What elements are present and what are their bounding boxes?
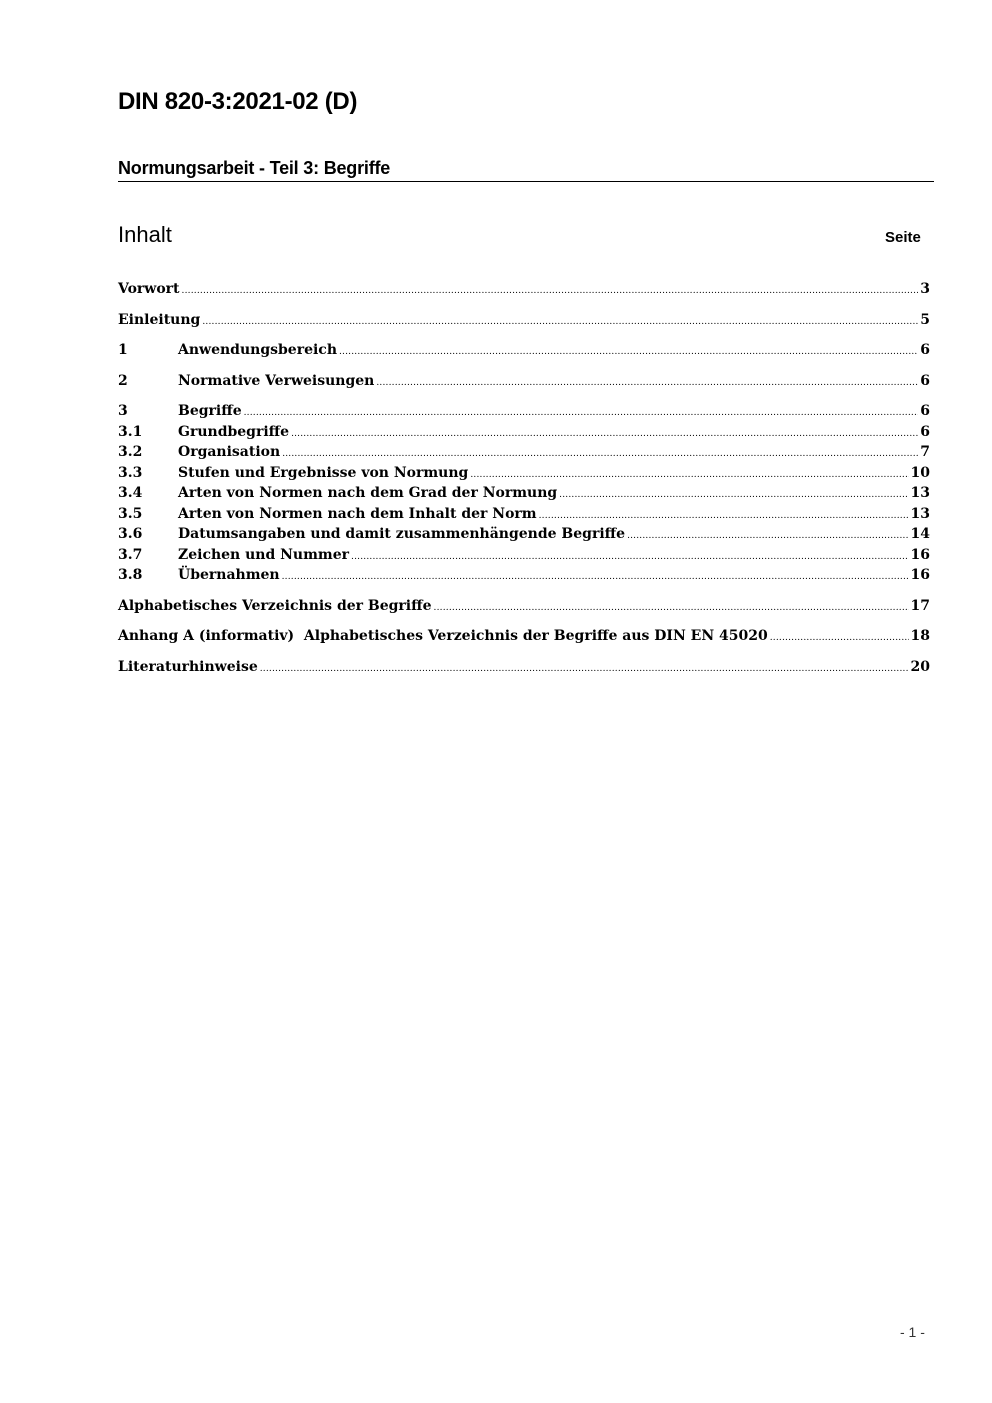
toc-leader-dots: [291, 422, 918, 445]
toc-entry-title: Zeichen und Nummer: [178, 546, 350, 563]
toc-leader-dots: [770, 626, 909, 649]
toc-entry-number: 3.3: [118, 464, 143, 481]
toc-entry-3-5[interactable]: [118, 504, 930, 525]
toc-leader-dots: [627, 524, 908, 547]
toc-entry-number: 3.2: [118, 444, 143, 460]
toc-entry-page: 10: [910, 464, 930, 481]
toc-entry-number: 3.8: [118, 567, 143, 583]
toc-leader-dots: [376, 371, 918, 394]
toc-entry-page: 6: [920, 423, 930, 440]
toc-entry-number: 3.7: [118, 546, 143, 563]
toc-entry-3-4[interactable]: [118, 483, 930, 504]
toc-entry-title: Literaturhinweise: [118, 658, 258, 675]
toc-entry-3-1[interactable]: [118, 422, 930, 443]
toc-entry-page: 6: [920, 342, 930, 358]
toc-leader-dots: [434, 596, 909, 619]
toc-entry-title: Anhang A (informativ) Alphabetisches Verzeichnis der Begriffe aus DIN EN 45020: [118, 628, 768, 644]
toc-entry-page: 20: [910, 658, 930, 675]
toc-entry-number: 3.6: [118, 526, 143, 542]
toc-entry-title: Einleitung: [118, 311, 201, 328]
toc-entry-page: 7: [920, 444, 930, 460]
toc-entry-1[interactable]: [118, 340, 930, 361]
toc-entry-2[interactable]: [118, 371, 930, 392]
toc-entry-number: 1: [118, 342, 128, 358]
toc-leader-dots: [470, 463, 908, 486]
toc-entry-number: 3.4: [118, 485, 143, 501]
toc-leader-dots: [244, 401, 919, 424]
toc-entry-page: 3: [920, 281, 930, 297]
toc-entry-title: Begriffe: [178, 403, 242, 419]
toc-entry-page: 18: [910, 628, 930, 644]
toc-leader-dots: [559, 483, 908, 506]
page-number: - 1 -: [900, 1324, 925, 1340]
table-of-contents: [118, 279, 930, 677]
toc-entry-einleitung[interactable]: [118, 310, 930, 331]
toc-entry-literaturhinweise[interactable]: [118, 657, 930, 678]
toc-entry-alphabetisches-verzeichnis[interactable]: [118, 596, 930, 617]
document-id: DIN 820-3:2021-02 (D): [118, 88, 358, 115]
toc-entry-3[interactable]: [118, 401, 930, 422]
toc-heading: Inhalt: [118, 222, 172, 247]
toc-leader-dots: [202, 310, 918, 333]
toc-leader-dots: [539, 504, 909, 527]
toc-entry-number: 3.1: [118, 423, 143, 440]
toc-entry-title: Übernahmen: [178, 567, 280, 583]
toc-entry-3-2[interactable]: [118, 442, 930, 463]
toc-entry-title: Organisation: [178, 444, 281, 460]
toc-entry-title: Arten von Normen nach dem Inhalt der Norm: [178, 505, 537, 522]
toc-entry-title: Normative Verweisungen: [178, 372, 375, 389]
toc-entry-title: Stufen und Ergebnisse von Normung: [178, 464, 469, 481]
toc-entry-title: Grundbegriffe: [178, 423, 290, 440]
toc-entry-3-6[interactable]: [118, 524, 930, 545]
toc-entry-title: Vorwort: [118, 281, 180, 297]
toc-entry-page: 6: [920, 372, 930, 389]
toc-entry-number: 3: [118, 403, 128, 419]
toc-leader-dots: [182, 279, 919, 302]
toc-entry-page: 6: [920, 403, 930, 419]
toc-entry-page: 17: [910, 597, 930, 614]
toc-leader-dots: [282, 565, 909, 588]
toc-entry-3-7[interactable]: [118, 545, 930, 566]
toc-leader-dots: [351, 545, 909, 568]
toc-entry-number: 3.5: [118, 505, 143, 522]
toc-entry-3-3[interactable]: [118, 463, 930, 484]
toc-leader-dots: [260, 657, 909, 680]
toc-leader-dots: [282, 442, 918, 465]
toc-entry-title: Alphabetisches Verzeichnis der Begriffe: [118, 597, 432, 614]
toc-page-column-label: Seite: [885, 229, 921, 246]
toc-leader-dots: [339, 340, 918, 363]
toc-entry-title: Arten von Normen nach dem Grad der Normung: [178, 485, 558, 501]
toc-entry-page: 13: [910, 505, 930, 522]
toc-entry-3-8[interactable]: [118, 565, 930, 586]
document-subtitle: Normungsarbeit - Teil 3: Begriffe: [118, 158, 391, 178]
toc-entry-page: 16: [910, 567, 930, 583]
toc-entry-page: 16: [910, 546, 930, 563]
toc-entry-anhang-a[interactable]: [118, 626, 930, 647]
toc-entry-title: Datumsangaben und damit zusammenhängende Begriffe: [178, 526, 626, 542]
toc-entry-page: 5: [920, 311, 930, 328]
toc-entry-page: 13: [910, 485, 930, 501]
toc-entry-title: Anwendungsbereich: [178, 342, 337, 358]
toc-entry-number: 2: [118, 372, 128, 389]
document-subtitle-rule: [118, 158, 934, 182]
toc-entry-vorwort[interactable]: [118, 279, 930, 300]
toc-entry-page: 14: [910, 526, 930, 542]
